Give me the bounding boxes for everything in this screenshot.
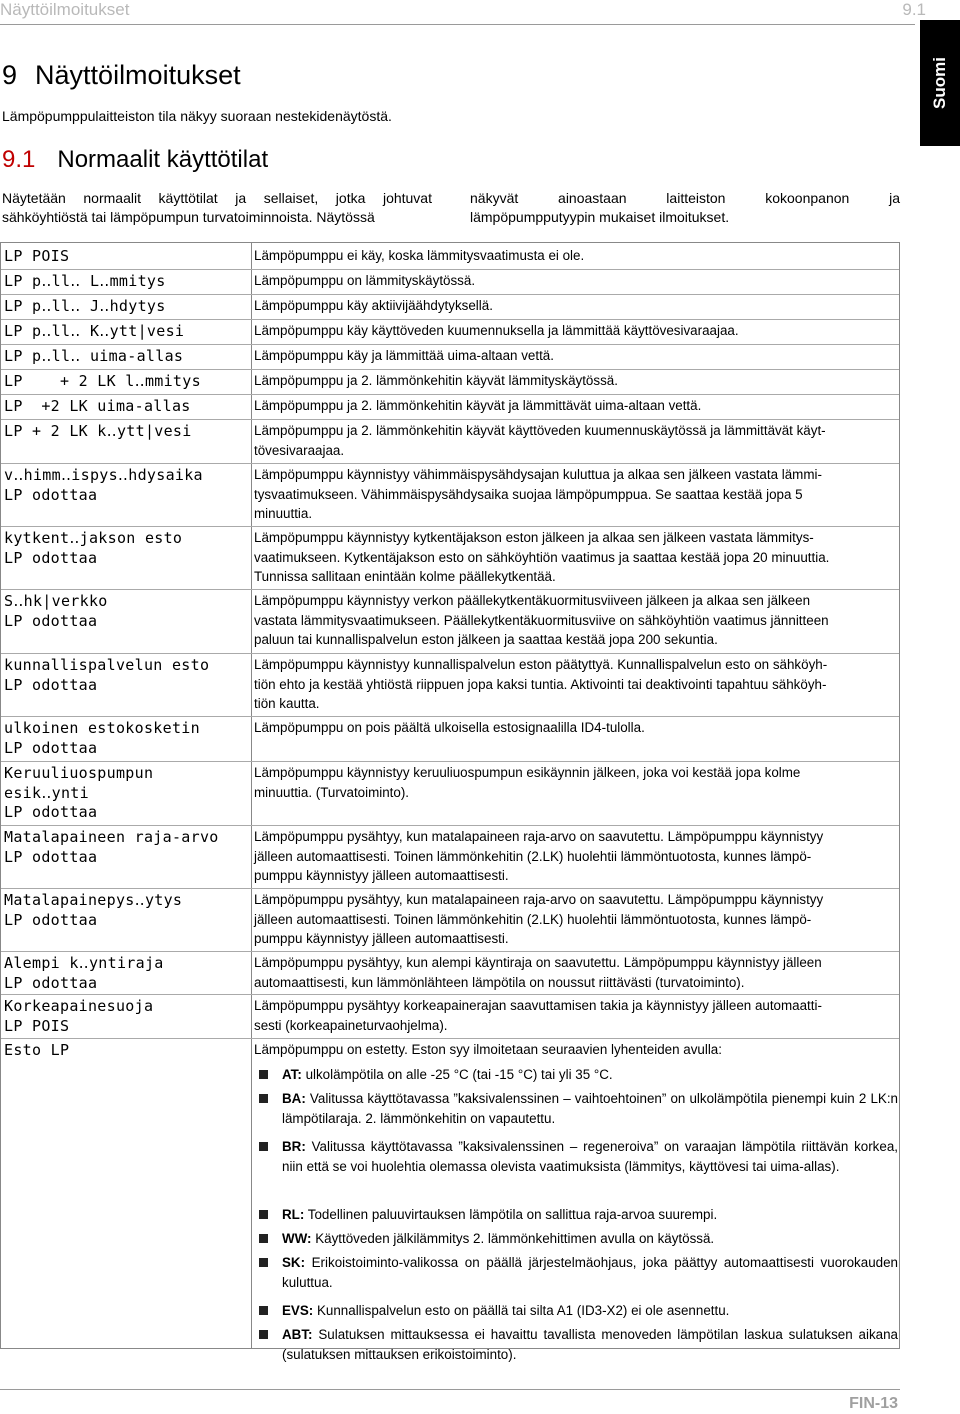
message-description: Lämpöpumppu käy aktiivijäähdytyksellä.	[254, 298, 493, 313]
block-reason-code: RL:	[282, 1207, 305, 1222]
section-title	[2, 146, 268, 174]
message-description: Lämpöpumppu käy käyttöveden kuumennuksella ja lämmittää käyttövesivaraajaa.	[254, 323, 739, 338]
block-reason-code: WW:	[282, 1231, 312, 1246]
row-divider	[1, 369, 899, 370]
bullet-square-icon	[259, 1306, 268, 1315]
block-reason-text: Sulatuksen mittauksessa ei havaittu tavallista menoveden lämpötilan laskua sulatuksen aikana (sulatuksen mittauksen erikoistoiminto).	[282, 1327, 898, 1362]
block-reason-text: ulkolämpötila on alle -25 °C (tai -15 °C) tai yli 35 °C.	[301, 1067, 613, 1082]
lcd-message-code: LP p‥ll‥ J‥hdytys	[4, 297, 166, 315]
row-divider	[1, 1038, 899, 1039]
block-reason-code: EVS:	[282, 1303, 314, 1318]
row-divider	[1, 269, 899, 270]
intro-left-column	[2, 189, 432, 227]
row-divider	[1, 319, 899, 320]
intro-right-line-1: näkyvät ainoastaan laitteiston kokoonpanon ja	[470, 190, 900, 206]
language-tab	[920, 20, 960, 146]
lcd-message-code: kunnallispalvelun esto LP odottaa	[4, 656, 210, 694]
lcd-message-code: LP p‥ll‥ K‥ytt|vesi	[4, 322, 185, 340]
page-header	[0, 0, 960, 22]
block-reason-item	[254, 1253, 898, 1292]
block-reason-text: Käyttöveden jälkilämmitys 2. lämmönkehittimen avulla on käytössä.	[311, 1231, 715, 1246]
row-divider	[1, 888, 899, 889]
row-divider	[1, 951, 899, 952]
block-reason-text: Valitussa käyttötavassa ”kaksivalenssinen – regeneroiva” on varaajan lämpötila riittävän korkea, niin että se voi huolehtia olemassa olevista vaatimuksista (lämmitys, käyttövesi tai uima-allas).	[282, 1139, 898, 1174]
lcd-message-code: Esto LP	[4, 1041, 70, 1059]
message-description: Lämpöpumppu pysähtyy korkeapainerajan saavuttamisen takia ja käynnistyy jälleen automaatti- sesti (korkeapaineturvaohjelma).	[254, 998, 822, 1033]
lcd-message-code: LP p‥ll‥ uima-allas	[4, 347, 184, 365]
block-reason-item	[254, 1089, 898, 1128]
message-description: Lämpöpumppu on lämmityskäytössä.	[254, 273, 476, 288]
row-divider	[1, 294, 899, 295]
chapter-title	[2, 60, 241, 91]
bullet-square-icon	[259, 1094, 268, 1103]
bullet-square-icon	[259, 1142, 268, 1151]
block-reason-item	[254, 1065, 898, 1085]
message-description: Lämpöpumppu käynnistyy verkon päällekytkentäkuormitusviiveen jälkeen ja alkaa sen jälkeen vastata lämmitysvaatimukseen. Päällekytkentäkuormitusviive on sähköyhtiön vaatimus jännitteen paluun tai kunnallispalvelun eston jälkeen ja saattaa kestää jopa 200 sekuntia.	[254, 593, 829, 647]
block-reason-item	[254, 1229, 898, 1249]
message-description: Lämpöpumppu pysähtyy, kun matalapaineen raja-arvo on saavutettu. Lämpöpumppu käynnistyy jälleen automaattisesti. Toinen lämmönkehitin (2.LK) huolehtii lämmöntuotosta, kunnes lämpö- pumppu käynnistyy jälleen automaattisesti.	[254, 892, 824, 946]
row-divider	[1, 761, 899, 762]
message-description: Lämpöpumppu on pois päältä ulkoisella estosignaalilla ID4-tulolla.	[254, 720, 645, 735]
block-reason-item	[254, 1205, 898, 1225]
chapter-number: 9	[2, 60, 18, 90]
row-divider	[1, 994, 899, 995]
row-divider	[1, 344, 899, 345]
section-title-text: Normaalit käyttötilat	[57, 146, 269, 173]
row-divider	[1, 716, 899, 717]
footer-rule	[0, 1389, 900, 1390]
lcd-message-code: v‥himm‥ispys‥hdysaika LP odottaa	[4, 466, 203, 504]
row-divider	[1, 653, 899, 654]
language-tab-label: Suomi	[930, 57, 949, 109]
lcd-message-code: Korkeapainesuoja LP POIS	[4, 997, 154, 1035]
header-rule	[0, 24, 915, 25]
bullet-square-icon	[259, 1234, 268, 1243]
message-description: Lämpöpumppu käynnistyy kunnallispalvelun eston päätyttyä. Kunnallispalvelun esto on sähköyh- tiön ehto ja kestää yhtiöstä riippuen jopa kaksi tuntia. Aktivointi tai deaktivointi tapahtuu sähköyh- tiön kautta.	[254, 657, 828, 711]
block-reason-text: Erikoistoiminto-valikossa on päällä järjestelmäohjaus, joka päättyy automaattisesti vuorokauden kuluttua.	[282, 1255, 898, 1290]
message-description: Lämpöpumppu käynnistyy kytkentäjakson eston jälkeen ja alkaa sen jälkeen vastata lämmitys- vaatimukseen. Kytkentäjakson esto on sähköyhtiön vaatimus ja saattaa kestää jopa 20 minuuttia. Tunnissa sallitaan enintään kolme päällekytkentää.	[254, 530, 830, 584]
page-number: FIN-13	[849, 1395, 898, 1412]
block-reason-code: BR:	[282, 1139, 306, 1154]
block-reason-code: ABT:	[282, 1327, 313, 1342]
intro-right-line-2: lämpöpumpputyypin mukaiset ilmoitukset.	[470, 209, 730, 225]
message-description: Lämpöpumppu ja 2. lämmönkehitin käyvät lämmityskäytössä.	[254, 373, 618, 388]
column-divider	[251, 243, 252, 1348]
row-divider	[1, 394, 899, 395]
block-reason-code: BA:	[282, 1091, 306, 1106]
message-description: Lämpöpumppu käynnistyy vähimmäispysähdysajan kuluttua ja alkaa sen jälkeen vastata lämmi- tysvaatimukseen. Vähimmäispysähdysaika suojaa lämpöpumppua. Se saattaa kestää jopa 5 minuuttia.	[254, 467, 822, 521]
block-reason-code: SK:	[282, 1255, 306, 1270]
bullet-square-icon	[259, 1330, 268, 1339]
block-reason-text: Todellinen paluuvirtauksen lämpötila on sallittua raja-arvoa suurempi.	[304, 1207, 718, 1222]
row-divider	[1, 419, 899, 420]
bullet-square-icon	[259, 1070, 268, 1079]
lcd-message-code: kytkent‥jakson esto LP odottaa	[4, 529, 183, 567]
intro-right-column	[470, 189, 900, 227]
lcd-message-code: Keruuliuospumpun esik‥ynti LP odottaa	[4, 764, 154, 821]
message-description: Lämpöpumppu pysähtyy, kun matalapaineen raja-arvo on saavutettu. Lämpöpumppu käynnistyy jälleen automaattisesti. Toinen lämmönkehitin (2.LK) huolehtii lämmöntuotosta, kunnes lämpö- pumppu käynnistyy jälleen automaattisesti.	[254, 829, 824, 883]
lcd-message-code: Alempi k‥yntiraja LP odottaa	[4, 954, 164, 992]
lcd-message-code: Matalapainepys‥ytys LP odottaa	[4, 891, 183, 929]
display-messages-table	[0, 242, 900, 1362]
block-reason-text: Kunnallispalvelun esto on päällä tai silta A1 (ID3-X2) ei ole asennettu.	[313, 1303, 730, 1318]
intro-left-line-1: Näytetään normaalit käyttötilat ja sellaiset, jotka johtuvat	[2, 190, 432, 206]
lcd-message-code: ulkoinen estokosketin LP odottaa	[4, 719, 200, 757]
block-reason-item	[254, 1325, 898, 1364]
section-number: 9.1	[2, 146, 36, 173]
intro-left-line-2: sähköyhtiöstä tai lämpöpumpun turvatoiminnoista. Näytössä	[2, 209, 375, 225]
lcd-message-code: LP + 2 LK k‥ytt|vesi	[4, 422, 192, 440]
row-divider	[1, 463, 899, 464]
bullet-square-icon	[259, 1210, 268, 1219]
lcd-message-code: LP + 2 LK l‥mmitys	[4, 372, 201, 390]
message-description: Lämpöpumppu ja 2. lämmönkehitin käyvät käyttöveden kuumennuskäytössä ja lämmittävät käyt- tövesivaraajaa.	[254, 423, 826, 458]
message-description: Lämpöpumppu käynnistyy keruuliuospumpun esikäynnin jälkeen, joka voi kestää jopa kolme minuuttia. (Turvatoiminto).	[254, 765, 801, 800]
lcd-message-code: S‥hk|verkko LP odottaa	[4, 592, 108, 630]
message-description: Lämpöpumppu ei käy, koska lämmitysvaatimusta ei ole.	[254, 248, 585, 263]
bullet-square-icon	[259, 1258, 268, 1267]
lcd-message-code: LP POIS	[4, 247, 70, 265]
block-reason-text: Valitussa käyttötavassa ”kaksivalenssinen – vaihtoehtoinen” on ulkolämpötila pienempi kuin 2 LK:n lämpötilaraja. 2. lämmönkehitin on vapautettu.	[282, 1091, 898, 1126]
row-divider	[1, 825, 899, 826]
header-section-number: 9.1	[902, 0, 926, 19]
chapter-subtitle: Lämpöpumppulaitteiston tila näkyy suoraan nestekidenäytöstä.	[2, 108, 392, 124]
chapter-title-text: Näyttöilmoitukset	[35, 60, 241, 90]
lcd-message-code: Matalapaineen raja-arvo LP odottaa	[4, 828, 219, 866]
lcd-message-code: LP +2 LK uima-allas	[4, 397, 191, 415]
block-reason-item	[254, 1301, 898, 1321]
header-chapter-name: Näyttöilmoitukset	[0, 0, 130, 19]
message-description: Lämpöpumppu pysähtyy, kun alempi käyntiraja on saavutettu. Lämpöpumppu käynnistyy jälleen automaattisesti, kun lämmönlähteen lämpötila on noussut riittävästi (turvatoiminto).	[254, 955, 822, 990]
block-reason-code: AT:	[282, 1067, 302, 1082]
message-description: Lämpöpumppu ja 2. lämmönkehitin käyvät ja lämmittävät uima-altaan vettä.	[254, 398, 702, 413]
lcd-message-code: LP p‥ll‥ L‥mmitys	[4, 272, 166, 290]
block-reason-item	[254, 1137, 898, 1176]
row-divider	[1, 526, 899, 527]
message-description: Lämpöpumppu on estetty. Eston syy ilmoitetaan seuraavien lyhenteiden avulla:	[254, 1042, 722, 1057]
row-divider	[1, 589, 899, 590]
message-description: Lämpöpumppu käy ja lämmittää uima-altaan vettä.	[254, 348, 554, 363]
